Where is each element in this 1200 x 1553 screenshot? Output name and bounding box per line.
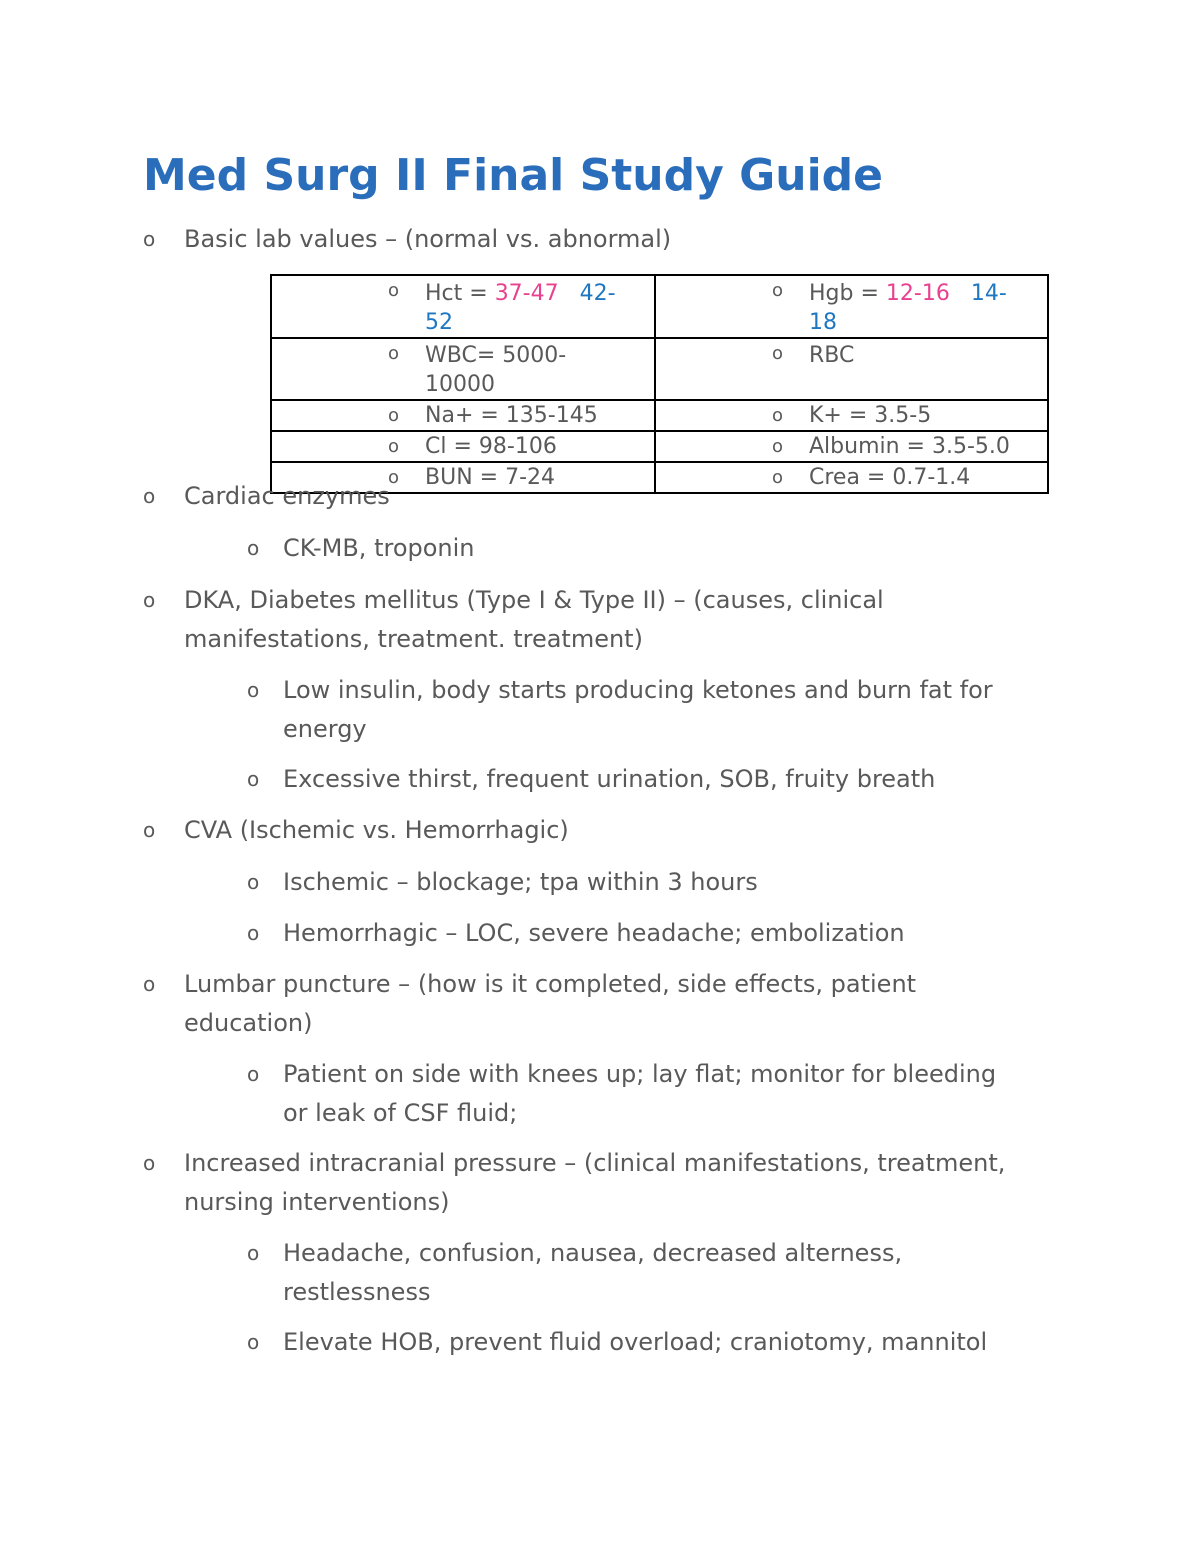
list-item-basic-labs [143,220,1064,259]
rbc-value: RBC [809,343,855,368]
table-row [271,338,1048,400]
list-item-cva [143,811,1064,850]
bullet-icon: o [388,467,400,488]
table-row [271,431,1048,462]
bullet-icon: o [143,1151,156,1175]
list-item-text: Excessive thirst, frequent urination, SOB, fruity breath [283,765,936,793]
list-item-text: DKA, Diabetes mellitus (Type I & Type II) – (causes, clinical manifestations, treatment. treatment) [184,586,884,653]
bullet-icon: o [772,467,784,488]
list-item-text: CVA (Ischemic vs. Hemorrhagic) [184,816,569,844]
hct-label: Hct = [425,281,495,306]
hct-female-range: 37-47 [494,281,559,306]
lab-values-table [270,274,1049,494]
bullet-icon: o [772,436,784,457]
bullet-icon: o [388,343,400,364]
list-item-text: Elevate HOB, prevent fluid overload; craniotomy, mannitol [283,1328,988,1356]
table-cell-rbc [655,338,1048,400]
table-cell-na [271,400,655,431]
crea-value: Crea = 0.7-1.4 [809,465,971,490]
bullet-icon: o [388,405,400,426]
table-cell-albumin [655,431,1048,462]
table-cell-cl [271,431,655,462]
bun-value: BUN = 7-24 [425,465,556,490]
bullet-icon: o [247,921,260,945]
bullet-icon: o [772,280,784,301]
list-item-dka-2 [247,760,1073,799]
list-item-icp-2 [247,1323,1003,1362]
page-title: Med Surg II Final Study Guide [143,150,883,201]
list-item-text: Increased intracranial pressure – (clinical manifestations, treatment, nursing interventions) [184,1149,1006,1216]
bullet-icon: o [247,536,260,560]
list-item-cva-2 [247,914,1073,953]
albumin-value: Albumin = 3.5-5.0 [809,434,1010,459]
list-item-text: Lumbar puncture – (how is it completed, side effects, patient education) [184,970,917,1037]
hct-male-range: 42-52 [425,281,616,335]
list-item-cva-1 [247,863,1073,902]
list-item-dka-1 [247,671,1073,749]
hgb-male-range: 14-18 [809,281,1007,335]
list-item-cardiac [143,477,1064,516]
bullet-icon: o [143,227,156,251]
wbc-value: WBC= 5000-10000 [425,343,567,397]
hgb-female-range: 12-16 [885,281,950,306]
bullet-icon: o [247,678,260,702]
list-item-text: Headache, confusion, nausea, decreased alterness, restlessness [283,1239,903,1306]
bullet-icon: o [247,767,260,791]
bullet-icon: o [772,343,784,364]
list-item-text: Cardiac enzymes [184,482,390,510]
bullet-icon: o [388,436,400,457]
list-item-cardiac-1 [247,529,1063,568]
list-item-text: Basic lab values – (normal vs. abnormal) [184,225,672,253]
bullet-icon: o [247,870,260,894]
list-item-icp-1 [247,1234,1023,1312]
table-row [271,400,1048,431]
table-cell-hct [271,275,655,338]
list-item-icp [143,1144,1014,1222]
na-value: Na+ = 135-145 [425,403,598,428]
hgb-label: Hgb = [809,281,886,306]
list-item-text: Hemorrhagic – LOC, severe headache; embolization [283,919,905,947]
table-cell-k [655,400,1048,431]
bullet-icon: o [247,1330,260,1354]
table-row [271,275,1048,338]
list-item-lp-1 [247,1055,1003,1133]
list-item-text: Patient on side with knees up; lay flat; monitor for bleeding or leak of CSF fluid; [283,1060,997,1127]
bullet-icon: o [388,280,400,301]
table-cell-hgb [655,275,1048,338]
list-item-dka [143,581,1054,659]
list-item-lumbar-puncture [143,965,1044,1043]
k-value: K+ = 3.5-5 [809,403,932,428]
list-item-text: Low insulin, body starts producing ketones and burn fat for energy [283,676,993,743]
bullet-icon: o [143,818,156,842]
bullet-icon: o [772,405,784,426]
bullet-icon: o [143,972,156,996]
cl-value: Cl = 98-106 [425,434,557,459]
list-item-text: Ischemic – blockage; tpa within 3 hours [283,868,758,896]
bullet-icon: o [143,588,156,612]
list-item-text: CK-MB, troponin [283,534,475,562]
table-cell-wbc [271,338,655,400]
bullet-icon: o [143,484,156,508]
bullet-icon: o [247,1241,260,1265]
bullet-icon: o [247,1062,260,1086]
